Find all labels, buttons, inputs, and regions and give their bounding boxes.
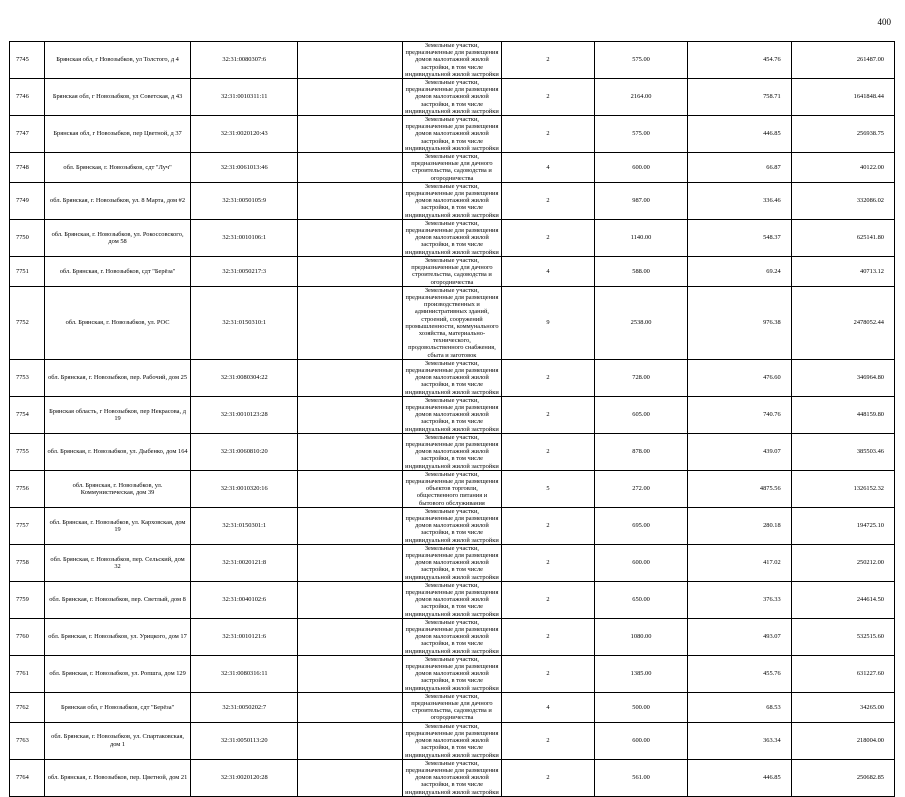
- cadastral-number-cell: 32:31:0010123:28: [191, 396, 298, 433]
- specific-value-cell: 417.02: [688, 544, 791, 581]
- cadastral-value-table: [9, 41, 895, 797]
- empty-cell: [298, 544, 402, 581]
- row-number: 7755: [10, 433, 45, 470]
- table-row: [10, 470, 895, 507]
- specific-value-cell: 476.60: [688, 359, 791, 396]
- area-cell: 575.00: [594, 42, 688, 79]
- land-use-purpose-cell: Земельные участки, предназначенные для размещения производственных и административных зданий, строений, сооружений промышленности, коммунального хозяйства, материально-технического, продовольственного снабжения, сбыта и заготовок: [402, 286, 502, 359]
- area-cell: 728.00: [594, 359, 688, 396]
- cadastral-value-cell: 40122.00: [791, 153, 894, 183]
- land-use-purpose-cell: Земельные участки, предназначенные для размещения домов малоэтажной жилой застройки, в том числе индивидуальной жилой застройки: [402, 396, 502, 433]
- group-cell: 2: [502, 79, 594, 116]
- empty-cell: [298, 581, 402, 618]
- row-number: 7763: [10, 722, 45, 759]
- specific-value-cell: 439.07: [688, 433, 791, 470]
- land-use-purpose-cell: Земельные участки, предназначенные для размещения домов малоэтажной жилой застройки, в том числе индивидуальной жилой застройки: [402, 359, 502, 396]
- empty-cell: [298, 116, 402, 153]
- address-cell: Брянская обл, г Новозыбков, ул Толстого, д 4: [44, 42, 190, 79]
- cadastral-value-cell: 332086.02: [791, 182, 894, 219]
- cadastral-value-cell: 532515.60: [791, 618, 894, 655]
- page-number: 400: [877, 17, 891, 27]
- land-use-purpose-cell: Земельные участки, предназначенные для размещения домов малоэтажной жилой застройки, в том числе индивидуальной жилой застройки: [402, 182, 502, 219]
- empty-cell: [298, 507, 402, 544]
- group-cell: 4: [502, 153, 594, 183]
- address-cell: Брянская область, г Новозыбков, пер Некрасова, д 19: [44, 396, 190, 433]
- empty-cell: [298, 286, 402, 359]
- table-row: [10, 544, 895, 581]
- row-number: 7760: [10, 618, 45, 655]
- address-cell: Брянская обл, г Новозыбков, ул Советская, д 43: [44, 79, 190, 116]
- empty-cell: [298, 396, 402, 433]
- empty-cell: [298, 618, 402, 655]
- cadastral-value-cell: 250682.85: [791, 759, 894, 796]
- land-use-purpose-cell: Земельные участки, предназначенные для размещения домов малоэтажной жилой застройки, в том числе индивидуальной жилой застройки: [402, 759, 502, 796]
- row-number: 7747: [10, 116, 45, 153]
- specific-value-cell: 4875.56: [688, 470, 791, 507]
- table-row: [10, 286, 895, 359]
- specific-value-cell: 363.34: [688, 722, 791, 759]
- group-cell: 2: [502, 618, 594, 655]
- empty-cell: [298, 433, 402, 470]
- land-use-purpose-cell: Земельные участки, предназначенные для размещения домов малоэтажной жилой застройки, в том числе индивидуальной жилой застройки: [402, 581, 502, 618]
- cadastral-value-cell: 385503.46: [791, 433, 894, 470]
- table-row: [10, 116, 895, 153]
- row-number: 7762: [10, 692, 45, 722]
- table-row: [10, 692, 895, 722]
- cadastral-number-cell: 32:31:0010320:16: [191, 470, 298, 507]
- address-cell: обл. Брянская, г. Новозыбков, ул. 8 Марта, дом #2: [44, 182, 190, 219]
- area-cell: 878.00: [594, 433, 688, 470]
- row-number: 7764: [10, 759, 45, 796]
- row-number: 7750: [10, 219, 45, 256]
- land-use-purpose-cell: Земельные участки, предназначенные для дачного строительства, садоводства и огородничества: [402, 256, 502, 286]
- group-cell: 2: [502, 359, 594, 396]
- row-number: 7753: [10, 359, 45, 396]
- specific-value-cell: 376.33: [688, 581, 791, 618]
- specific-value-cell: 740.76: [688, 396, 791, 433]
- address-cell: обл. Брянская, г. Новозыбков, сдт "Луч": [44, 153, 190, 183]
- address-cell: обл. Брянская, г. Новозыбков, ул. Ропшга, дом 129: [44, 655, 190, 692]
- empty-cell: [298, 79, 402, 116]
- cadastral-value-cell: 1641848.44: [791, 79, 894, 116]
- empty-cell: [298, 182, 402, 219]
- cadastral-number-cell: 32:31:0050202:7: [191, 692, 298, 722]
- row-number: 7754: [10, 396, 45, 433]
- cadastral-number-cell: 32:31:0020120:43: [191, 116, 298, 153]
- area-cell: 695.00: [594, 507, 688, 544]
- table-row: [10, 507, 895, 544]
- cadastral-number-cell: 32:31:0060810:20: [191, 433, 298, 470]
- group-cell: 2: [502, 396, 594, 433]
- cadastral-value-cell: 1326152.32: [791, 470, 894, 507]
- address-cell: обл. Брянская, г. Новозыбков, пер. Рабочий, дом 25: [44, 359, 190, 396]
- area-cell: 600.00: [594, 153, 688, 183]
- address-cell: обл. Брянская, г. Новозыбков, ул. Урицкого, дом 17: [44, 618, 190, 655]
- group-cell: 2: [502, 759, 594, 796]
- address-cell: обл. Брянская, г. Новозыбков, пер. Сельский, дом 32: [44, 544, 190, 581]
- area-cell: 588.00: [594, 256, 688, 286]
- row-number: 7745: [10, 42, 45, 79]
- specific-value-cell: 336.46: [688, 182, 791, 219]
- address-cell: обл. Брянская, г. Новозыбков, ул. РОС: [44, 286, 190, 359]
- specific-value-cell: 454.76: [688, 42, 791, 79]
- specific-value-cell: 446.85: [688, 759, 791, 796]
- area-cell: 605.00: [594, 396, 688, 433]
- cadastral-number-cell: 32:31:0010106:1: [191, 219, 298, 256]
- table-row: [10, 79, 895, 116]
- row-number: 7752: [10, 286, 45, 359]
- land-use-purpose-cell: Земельные участки, предназначенные для размещения объектов торговли, общественного питания и бытового обслуживания: [402, 470, 502, 507]
- cadastral-value-cell: 40713.12: [791, 256, 894, 286]
- area-cell: 1080.00: [594, 618, 688, 655]
- land-use-purpose-cell: Земельные участки, предназначенные для размещения домов малоэтажной жилой застройки, в том числе индивидуальной жилой застройки: [402, 42, 502, 79]
- area-cell: 650.00: [594, 581, 688, 618]
- empty-cell: [298, 722, 402, 759]
- area-cell: 575.00: [594, 116, 688, 153]
- specific-value-cell: 446.85: [688, 116, 791, 153]
- cadastral-number-cell: 32:31:0050105:9: [191, 182, 298, 219]
- specific-value-cell: 455.76: [688, 655, 791, 692]
- specific-value-cell: 69.24: [688, 256, 791, 286]
- area-cell: 987.00: [594, 182, 688, 219]
- table-row: [10, 618, 895, 655]
- specific-value-cell: 66.87: [688, 153, 791, 183]
- empty-cell: [298, 692, 402, 722]
- address-cell: обл. Брянская, г. Новозыбков, ул. Рокоссовского, дом 58: [44, 219, 190, 256]
- group-cell: 2: [502, 116, 594, 153]
- table-row: [10, 655, 895, 692]
- empty-cell: [298, 470, 402, 507]
- address-cell: обл. Брянская, г. Новозыбков, ул. Карховская, дом 19: [44, 507, 190, 544]
- empty-cell: [298, 359, 402, 396]
- cadastral-value-cell: 261487.00: [791, 42, 894, 79]
- address-cell: Брянская обл, г Новозыбков, пер Цветной, д 37: [44, 116, 190, 153]
- cadastral-value-cell: 2478052.44: [791, 286, 894, 359]
- row-number: 7761: [10, 655, 45, 692]
- cadastral-number-cell: 32:31:0150310:1: [191, 286, 298, 359]
- empty-cell: [298, 256, 402, 286]
- specific-value-cell: 68.53: [688, 692, 791, 722]
- land-use-purpose-cell: Земельные участки, предназначенные для дачного строительства, садоводства и огородничества: [402, 153, 502, 183]
- empty-cell: [298, 42, 402, 79]
- row-number: 7749: [10, 182, 45, 219]
- empty-cell: [298, 219, 402, 256]
- area-cell: 500.00: [594, 692, 688, 722]
- empty-cell: [298, 655, 402, 692]
- land-use-purpose-cell: Земельные участки, предназначенные для размещения домов малоэтажной жилой застройки, в том числе индивидуальной жилой застройки: [402, 116, 502, 153]
- address-cell: обл. Брянская, г. Новозыбков, пер. Цветной, дом 21: [44, 759, 190, 796]
- cadastral-number-cell: 32:31:0080307:6: [191, 42, 298, 79]
- table-row: [10, 396, 895, 433]
- group-cell: 2: [502, 507, 594, 544]
- specific-value-cell: 280.18: [688, 507, 791, 544]
- cadastral-value-cell: 448159.80: [791, 396, 894, 433]
- cadastral-value-cell: 244614.50: [791, 581, 894, 618]
- address-cell: обл. Брянская, г. Новозыбков, ул. Дыбенко, дом 164: [44, 433, 190, 470]
- land-use-purpose-cell: Земельные участки, предназначенные для размещения домов малоэтажной жилой застройки, в том числе индивидуальной жилой застройки: [402, 507, 502, 544]
- cadastral-value-cell: 346964.80: [791, 359, 894, 396]
- group-cell: 2: [502, 544, 594, 581]
- land-use-purpose-cell: Земельные участки, предназначенные для размещения домов малоэтажной жилой застройки, в том числе индивидуальной жилой застройки: [402, 618, 502, 655]
- cadastral-value-cell: 34265.00: [791, 692, 894, 722]
- cadastral-number-cell: 32:31:0150301:1: [191, 507, 298, 544]
- cadastral-number-cell: 32:31:0010311:11: [191, 79, 298, 116]
- area-cell: 272.00: [594, 470, 688, 507]
- specific-value-cell: 758.71: [688, 79, 791, 116]
- specific-value-cell: 493.07: [688, 618, 791, 655]
- area-cell: 2538.00: [594, 286, 688, 359]
- group-cell: 2: [502, 581, 594, 618]
- specific-value-cell: 548.37: [688, 219, 791, 256]
- group-cell: 9: [502, 286, 594, 359]
- row-number: 7748: [10, 153, 45, 183]
- address-cell: обл. Брянская, г. Новозыбков, пер. Светлый, дом 8: [44, 581, 190, 618]
- group-cell: 2: [502, 433, 594, 470]
- cadastral-value-cell: 631227.60: [791, 655, 894, 692]
- cadastral-number-cell: 32:31:0050217:3: [191, 256, 298, 286]
- cadastral-number-cell: 32:31:0080316:11: [191, 655, 298, 692]
- empty-cell: [298, 759, 402, 796]
- group-cell: 2: [502, 182, 594, 219]
- row-number: 7759: [10, 581, 45, 618]
- cadastral-value-cell: 218004.00: [791, 722, 894, 759]
- table-row: [10, 153, 895, 183]
- group-cell: 2: [502, 219, 594, 256]
- specific-value-cell: 976.38: [688, 286, 791, 359]
- land-use-purpose-cell: Земельные участки, предназначенные для дачного строительства, садоводства и огородничества: [402, 692, 502, 722]
- land-use-purpose-cell: Земельные участки, предназначенные для размещения домов малоэтажной жилой застройки, в том числе индивидуальной жилой застройки: [402, 544, 502, 581]
- land-use-purpose-cell: Земельные участки, предназначенные для размещения домов малоэтажной жилой застройки, в том числе индивидуальной жилой застройки: [402, 79, 502, 116]
- row-number: 7758: [10, 544, 45, 581]
- group-cell: 2: [502, 655, 594, 692]
- row-number: 7756: [10, 470, 45, 507]
- cadastral-value-cell: 256938.75: [791, 116, 894, 153]
- area-cell: 600.00: [594, 722, 688, 759]
- land-use-purpose-cell: Земельные участки, предназначенные для размещения домов малоэтажной жилой застройки, в том числе индивидуальной жилой застройки: [402, 722, 502, 759]
- address-cell: обл. Брянская, г. Новозыбков, сдт "Берёза": [44, 256, 190, 286]
- area-cell: 1385.00: [594, 655, 688, 692]
- area-cell: 600.00: [594, 544, 688, 581]
- table-row: [10, 42, 895, 79]
- table-row: [10, 359, 895, 396]
- cadastral-number-cell: 32:31:0061013:46: [191, 153, 298, 183]
- area-cell: 561.00: [594, 759, 688, 796]
- cadastral-number-cell: 32:31:0010121:6: [191, 618, 298, 655]
- table-row: [10, 256, 895, 286]
- table-row: [10, 581, 895, 618]
- land-use-purpose-cell: Земельные участки, предназначенные для размещения домов малоэтажной жилой застройки, в том числе индивидуальной жилой застройки: [402, 433, 502, 470]
- group-cell: 2: [502, 42, 594, 79]
- cadastral-value-cell: 194725.10: [791, 507, 894, 544]
- group-cell: 4: [502, 692, 594, 722]
- row-number: 7746: [10, 79, 45, 116]
- address-cell: Брянская обл, г Новозыбков, сдт "Берёза": [44, 692, 190, 722]
- address-cell: обл. Брянская, г. Новозыбков, ул. Коммунистическая, дом 39: [44, 470, 190, 507]
- table-row: [10, 182, 895, 219]
- land-use-purpose-cell: Земельные участки, предназначенные для размещения домов малоэтажной жилой застройки, в том числе индивидуальной жилой застройки: [402, 655, 502, 692]
- cadastral-number-cell: 32:31:0040102:6: [191, 581, 298, 618]
- cadastral-number-cell: 32:31:0020120:28: [191, 759, 298, 796]
- area-cell: 1140.00: [594, 219, 688, 256]
- table-row: [10, 219, 895, 256]
- table-row: [10, 759, 895, 796]
- group-cell: 4: [502, 256, 594, 286]
- cadastral-value-cell: 625141.80: [791, 219, 894, 256]
- area-cell: 2164.00: [594, 79, 688, 116]
- empty-cell: [298, 153, 402, 183]
- row-number: 7751: [10, 256, 45, 286]
- group-cell: 5: [502, 470, 594, 507]
- land-use-purpose-cell: Земельные участки, предназначенные для размещения домов малоэтажной жилой застройки, в том числе индивидуальной жилой застройки: [402, 219, 502, 256]
- group-cell: 2: [502, 722, 594, 759]
- row-number: 7757: [10, 507, 45, 544]
- cadastral-number-cell: 32:31:0080304:22: [191, 359, 298, 396]
- cadastral-number-cell: 32:31:0020121:8: [191, 544, 298, 581]
- table-row: [10, 722, 895, 759]
- cadastral-number-cell: 32:31:0050113:20: [191, 722, 298, 759]
- address-cell: обл. Брянская, г. Новозыбков, ул. Спартаковская, дом 1: [44, 722, 190, 759]
- cadastral-value-cell: 250212.00: [791, 544, 894, 581]
- table-row: [10, 433, 895, 470]
